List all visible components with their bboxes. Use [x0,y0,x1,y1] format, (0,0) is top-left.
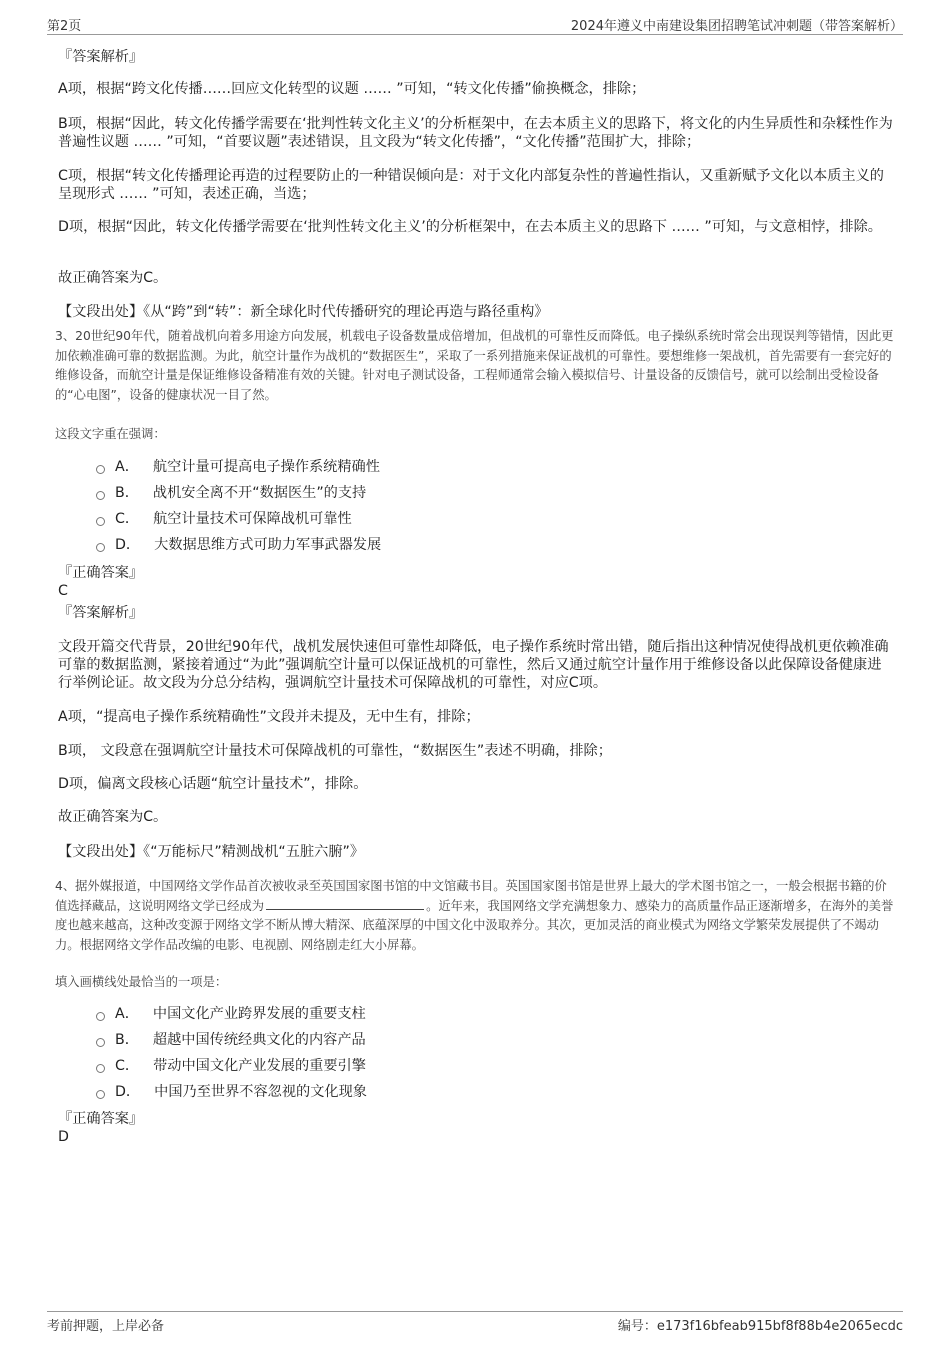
option-text: 战机安全离不开“数据医生”的支持 [152,485,367,501]
q4-option-c[interactable] [96,1057,366,1075]
q3-option-c[interactable] [96,510,352,528]
radio-icon[interactable] [96,1012,105,1021]
q3-analysis-d: D项，偏离文段核心话题“航空计量技术”，排除。 [58,776,368,792]
radio-icon[interactable] [96,543,105,552]
page-footer [47,1311,903,1332]
option-text: 带动中国文化产业发展的重要引擎 [153,1058,366,1074]
option-text: 大数据思维方式可助力军事武器发展 [154,537,382,553]
q4-option-d[interactable] [96,1083,367,1101]
q4-correct-label: 『正确答案』 [58,1111,144,1127]
q4-text-before: 4、据外媒报道，中国网络文学作品首次被收录至英国国家图书馆的中文馆藏书目。英国国家图书馆是世界上最大的学术图书馆之一，一般会根据书籍的价值选择藏品，这说明网络文学已经成为 [55,879,887,913]
q3-correct-label: 『正确答案』 [58,565,144,581]
q3-option-a[interactable] [96,458,380,476]
option-letter: C． [115,1058,140,1074]
option-text: 超越中国传统经典文化的内容产品 [152,1032,366,1048]
q3-analysis-label: 『答案解析』 [58,605,144,621]
q4-option-b[interactable] [96,1031,366,1049]
q4-option-a[interactable] [96,1005,366,1023]
q3-option-d[interactable] [96,536,381,554]
q3-analysis-main: 文段开篇交代背景，20世纪90年代，战机发展快速但可靠性却降低，电子操作系统时常出错，随后指出这种情况使得战机更依赖准确可靠的数据监测，紧接着通过“为此”强调航空计量可以保证战机的可靠性，然后又通过航空计量作用于维修设备以此保障设备健康进行举例论证。故文段为分总分结构，强调航空计量技术可保障战机的可靠性，对应C项。 [58,639,889,691]
option-text: 中国乃至世界不容忽视的文化现象 [154,1084,367,1100]
q3-analysis-b: B项， 文段意在强调航空计量技术可保障战机的可靠性，“数据医生”表述不明确，排除； [58,743,612,759]
q2-analysis-c: C项，根据“转文化传播理论再造的过程要防止的一种错误倾向是：对于文化内部复杂性的普遍性指认，又重新赋予文化以本质主义的呈现形式 …… ”可知，表述正确，当选； [58,168,884,202]
option-letter: B． [115,1032,139,1048]
q3-prompt: 这段文字重在强调： [55,427,166,441]
option-letter: A． [115,1006,139,1022]
q3-analysis-a: A项，“提高电子操作系统精确性”文段并未提及，无中生有，排除； [58,709,480,725]
option-letter: A． [115,459,139,475]
q2-conclusion: 故正确答案为C。 [58,270,168,286]
option-letter: B． [115,485,139,501]
radio-icon[interactable] [96,517,105,526]
q4-text-after: 。近年来，我国网络文学充满想象力、感染力的高质量作品正逐渐增多，在海外的美誉度也越来越高，这种改变源于网络文学不断从博大精深、底蕴深厚的中国文化中汲取养分。其次，更加灵活的商业模式为网络文学繁荣发展提供了不竭动力。根据网络文学作品改编的电影、电视剧、网络剧走红大小屏幕。 [55,898,894,952]
radio-icon[interactable] [96,1038,105,1047]
radio-icon[interactable] [96,1064,105,1073]
q2-analysis-b: B项，根据“因此，转文化传播学需要在‘批判性转文化主义’的分析框架中，在去本质主义的思路下，将文化的内生异质性和杂糅性作为普遍性议题 …… ”可知，“首要议题”表述错误，且文段为“转文化传播”，“文化传播”范围扩大，排除； [58,116,893,150]
q3-question-text: 3、20世纪90年代，随着战机向着多用途方向发展，机载电子设备数量成倍增加，但战机的可靠性反而降低。电子操纵系统时常会出现误判等错情，因此更加依赖准确可靠的数据监测。为此，航空计量作为战机的“数据医生”，采取了一系列措施来保证战机的可靠性。要想维修一架战机，首先需要有一套完好的维修设备，而航空计量是保证维修设备精准有效的关键。针对电子测试设备，工程师通常会输入模拟信号、计量设备的反馈信号，就可以绘制出受检设备的“心电图”，设备的健康状况一目了然。 [55,329,894,402]
radio-icon[interactable] [96,465,105,474]
q2-analysis-d: D项，根据“因此，转文化传播学需要在‘批判性转文化主义’的分析框架中，在去本质主义的思路下 …… ”可知，与文意相悖，排除。 [58,219,882,235]
option-text: 航空计量技术可保障战机可靠性 [153,511,352,527]
q3-option-b[interactable] [96,484,366,502]
footer-document-id: 编号：e173f16bfeab915bf8f88b4e2065ecdc [617,1319,903,1334]
q3-source: 【文段出处】《“万能标尺”精测战机“五脏六腑”》 [58,844,365,860]
q4-question-text [55,877,895,955]
q3-conclusion: 故正确答案为C。 [58,809,168,825]
option-letter: C． [115,511,140,527]
document-title: 2024年遵义中南建设集团招聘笔试冲刺题（带答案解析） [570,19,903,34]
q3-correct-answer: C [58,583,68,599]
radio-icon[interactable] [96,491,105,500]
footer-slogan: 考前押题，上岸必备 [47,1319,165,1334]
option-letter: D． [115,1084,141,1100]
page-header [47,14,903,35]
q4-prompt: 填入画横线处最恰当的一项是： [55,975,228,989]
q2-analysis-a: A项，根据“跨文化传播……回应文化转型的议题 …… ”可知，“转文化传播”偷换概念，排除； [58,81,646,97]
option-text: 中国文化产业跨界发展的重要支柱 [152,1006,366,1022]
option-text: 航空计量可提高电子操作系统精确性 [152,459,380,475]
q2-analysis-label: 『答案解析』 [58,49,144,65]
q2-source: 【文段出处】《从“跨”到“转”：新全球化时代传播研究的理论再造与路径重构》 [58,304,549,320]
radio-icon[interactable] [96,1090,105,1099]
q4-correct-answer: D [58,1129,69,1145]
page-number: 第2页 [47,19,82,34]
fill-blank-line [266,897,424,910]
option-letter: D． [115,537,141,553]
